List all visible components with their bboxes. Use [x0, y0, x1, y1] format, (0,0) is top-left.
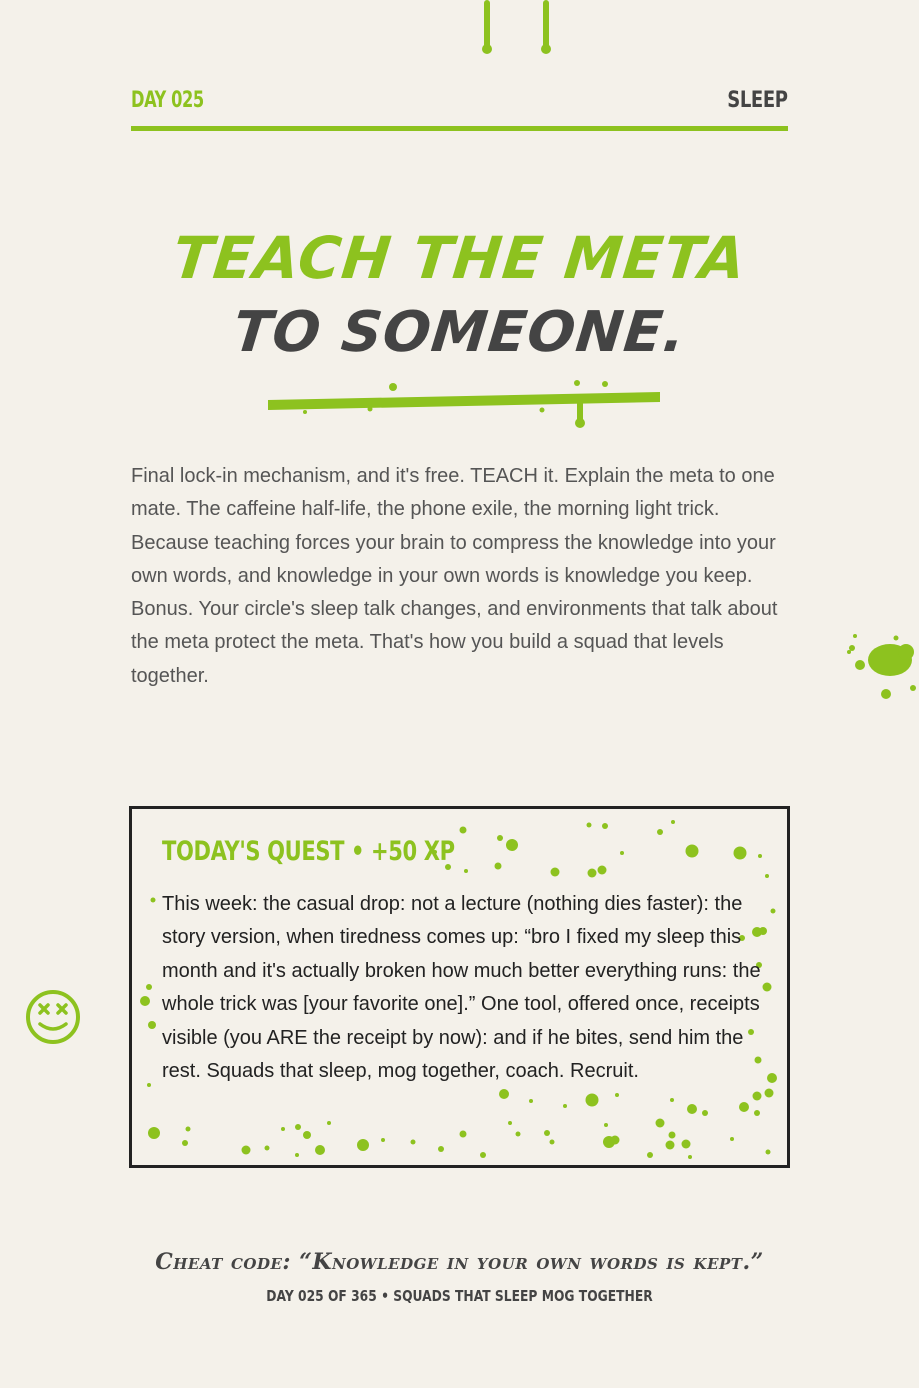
body-paragraph: Final lock-in mechanism, and it's free. TEACH it. Explain the meta to one mate. The caffeine half-life, the phone exile, the morning light trick. Because teaching forces your brain to compress the knowledge into your own words, and knowledge in your own words is knowledge you keep. Bonus. Your circle's sleep talk changes, and environments that talk about the meta protect the meta. That's how you build a squad that levels together. [131, 465, 778, 687]
footer-caption: DAY 025 OF 365 • SQUADS THAT SLEEP MOG TOGETHER [266, 1287, 653, 1305]
headline-line-1: TEACH THE META [169, 224, 750, 292]
headline-line-2: TO SOMEONE. [229, 300, 690, 365]
brush-underline [268, 380, 660, 428]
dizzy-face-icon [28, 992, 78, 1042]
cheat-code: Cheat code: “Knowledge in your own words is kept.” [155, 1249, 764, 1275]
quest-text: This week: the casual drop: not a lecture (nothing dies faster): the story version, when tiredness comes up: “bro I fixed my sleep this month and it's actually broken how much better everything runs: the whole trick was [your favorite one].” One tool, offered once, receipts visible (you ARE the receipt by now): and if he bites, send him the rest. Squads that sleep, mog together, coach. Recruit. [162, 893, 761, 1083]
day-label: DAY 025 [131, 88, 204, 113]
topic-label: SLEEP [727, 88, 788, 113]
quest-title: TODAY'S QUEST • +50 XP [162, 836, 455, 867]
paint-splatter-icon [847, 634, 916, 699]
